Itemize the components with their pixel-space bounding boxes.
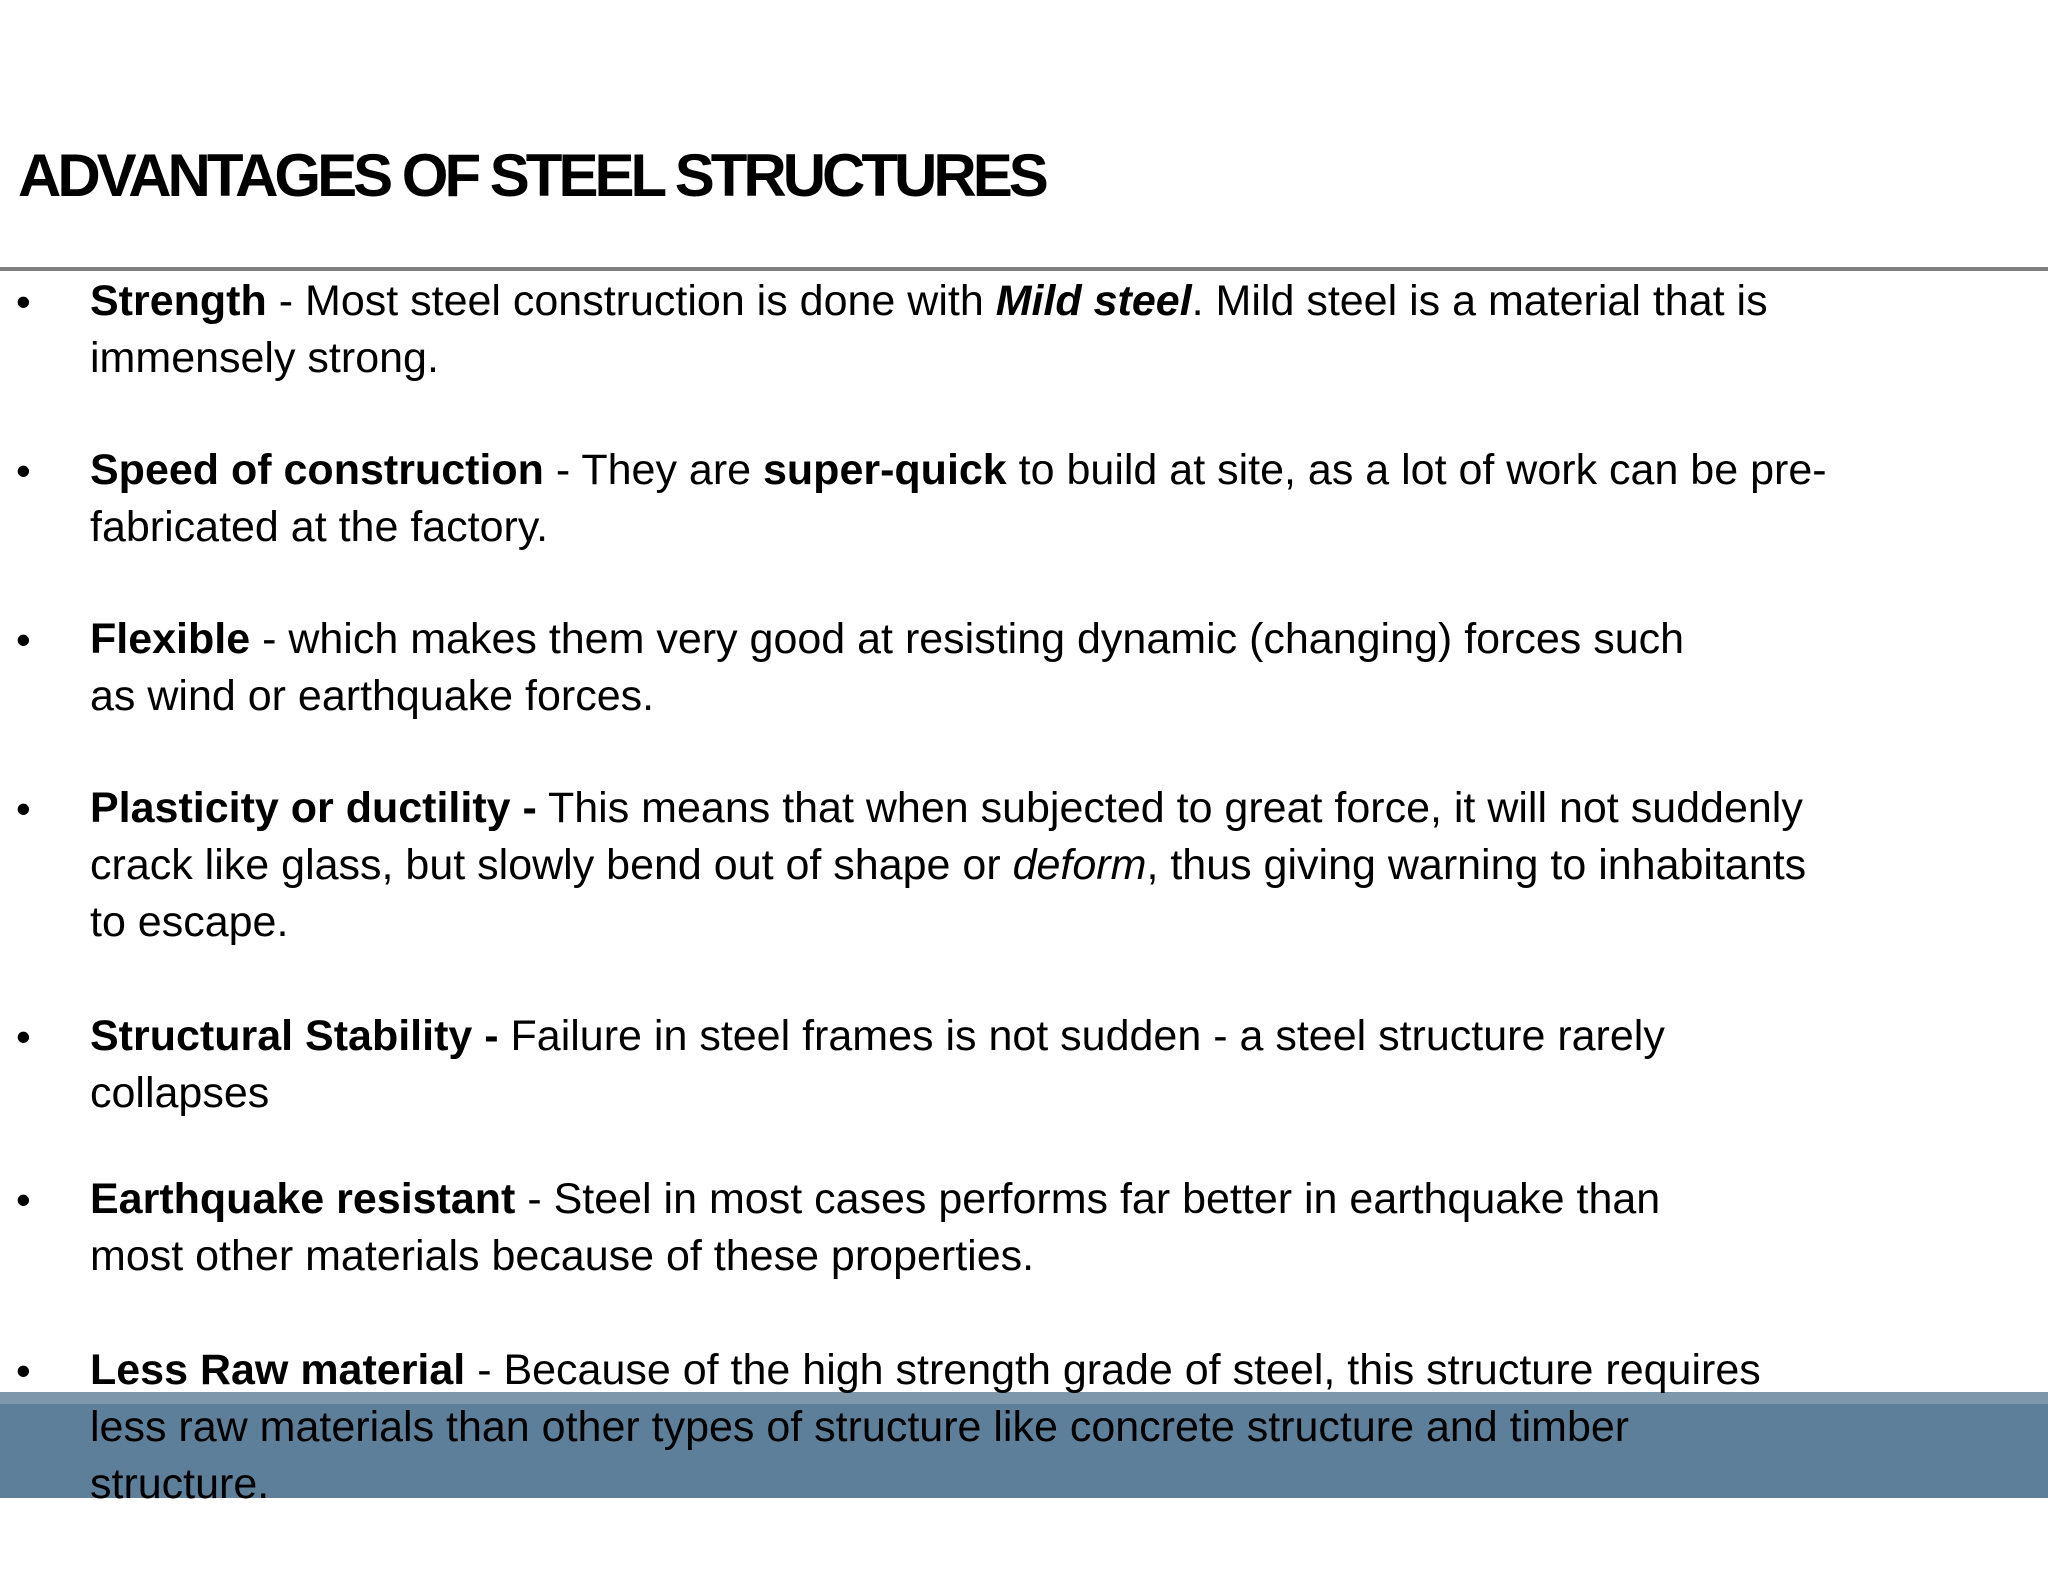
bullet-text-segment: - They are: [543, 446, 763, 494]
bullet-text: [90, 1171, 1995, 1285]
bullet-term: Speed of construction: [90, 446, 544, 494]
slide-title: ADVANTAGES OF STEEL STRUCTURES: [18, 142, 1045, 209]
bullet-term: Strength: [90, 277, 267, 325]
bullet-text: [90, 780, 1995, 951]
bullet-dot: •: [16, 616, 31, 663]
bullet-dot: •: [16, 447, 31, 494]
bullet-text-segment: . Mild steel is a material that is: [1191, 277, 1768, 325]
bullet-text-line: less raw materials than other types of structure like concrete structure and timber: [90, 1403, 1630, 1451]
bullet-dot: •: [16, 278, 31, 325]
bullet-emphasis: Mild steel: [995, 277, 1192, 325]
bullet-dot: •: [16, 1013, 31, 1060]
bullet-text-segment: - Because of the high strength grade of steel, this structure requires: [465, 1346, 1761, 1394]
bullet-text: [90, 1008, 1995, 1122]
bullet-text: [90, 273, 1995, 387]
bullet-term: Plasticity or ductility -: [90, 784, 537, 832]
bullet-term: Less Raw material: [90, 1346, 466, 1394]
bullet-text-line: fabricated at the factory.: [90, 503, 549, 551]
title-divider: [0, 267, 2048, 271]
bullet-text-segment: to build at site, as a lot of work can be pre-: [1006, 446, 1827, 494]
bullet-term: Earthquake resistant: [90, 1175, 516, 1223]
bullet-text-segment: crack like glass, but slowly bend out of shape or: [90, 841, 1013, 889]
bullet-emphasis: deform: [1012, 841, 1147, 889]
bullet-term: Structural Stability -: [90, 1012, 499, 1060]
bullet-text-segment: - Steel in most cases performs far better in earthquake than: [515, 1175, 1661, 1223]
bullet-text-line: to escape.: [90, 898, 289, 946]
bullet-text-segment: Failure in steel frames is not sudden - a steel structure rarely: [498, 1012, 1665, 1060]
bullet-text: [90, 611, 1995, 725]
bullet-dot: •: [16, 1347, 31, 1394]
bullet-dot: •: [16, 1176, 31, 1223]
bullet-term: Flexible: [90, 615, 251, 663]
bullet-text-segment: - Most steel construction is done with: [266, 277, 996, 325]
bullet-text-segment: , thus giving warning to inhabitants: [1146, 841, 1807, 889]
bullet-text-segment: - which makes them very good at resisting dynamic (changing) forces such: [250, 615, 1685, 663]
bullet-emphasis: super-quick: [763, 446, 1007, 494]
bullet-text-line: structure.: [90, 1460, 270, 1508]
bullet-text-line: as wind or earthquake forces.: [90, 672, 655, 720]
bullet-dot: •: [16, 785, 31, 832]
bullet-text-line: collapses: [90, 1069, 270, 1117]
bullet-text-line: immensely strong.: [90, 334, 439, 382]
bullet-text: [90, 442, 1995, 556]
bullet-text-segment: This means that when subjected to great force, it will not suddenly: [536, 784, 1803, 832]
bullet-text: [90, 1342, 1995, 1513]
bullet-text-line: most other materials because of these properties.: [90, 1232, 1035, 1280]
